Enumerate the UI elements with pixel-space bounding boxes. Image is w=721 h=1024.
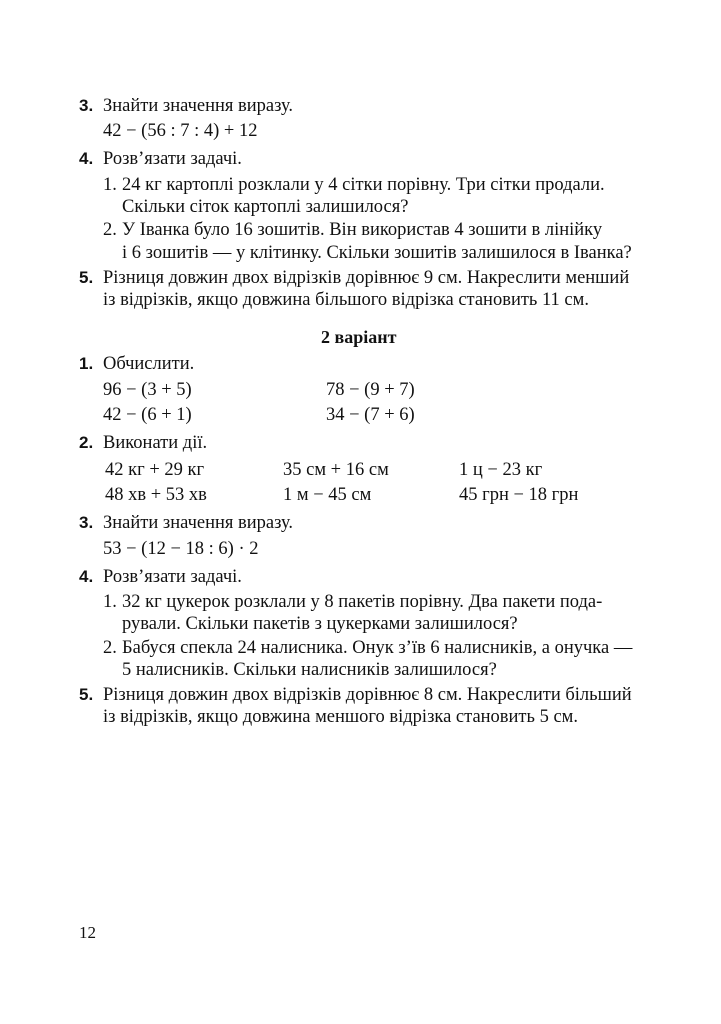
task-number: 2. bbox=[79, 433, 94, 452]
math-expression: 1 ц − 23 кг bbox=[459, 460, 543, 480]
problem-text: 24 кг картоплі розклали у 4 сітки порівну. Три сітки продали. bbox=[122, 175, 605, 195]
problem-text: У Іванка було 16 зошитів. Він використав 4 зошити в лінійку bbox=[122, 220, 603, 240]
task-number: 5. bbox=[79, 268, 94, 287]
page-number: 12 bbox=[79, 923, 96, 942]
problem-text: і 6 зошитів — у клітинку. Скільки зошитів залишилося в Іванка? bbox=[122, 243, 632, 263]
task-number: 1. bbox=[79, 354, 94, 373]
math-expression: 53 − (12 − 18 : 6) · 2 bbox=[103, 539, 259, 559]
task-title: Обчислити. bbox=[103, 354, 195, 374]
task-number: 3. bbox=[79, 96, 94, 115]
variant-heading: 2 варіант bbox=[321, 327, 397, 347]
math-expression: 96 − (3 + 5) bbox=[103, 380, 192, 400]
math-expression: 78 − (9 + 7) bbox=[326, 380, 415, 400]
problem-number: 1. bbox=[103, 592, 117, 612]
task-text: Різниця довжин двох відрізків дорівнює 9 см. Накреслити менший bbox=[103, 268, 630, 288]
task-text: Різниця довжин двох відрізків дорівнює 8 см. Накреслити більший bbox=[103, 685, 632, 705]
problem-number: 1. bbox=[103, 175, 117, 195]
task-title: Розв’язати задачі. bbox=[103, 567, 242, 587]
math-expression: 45 грн − 18 грн bbox=[459, 485, 579, 505]
task-number: 5. bbox=[79, 685, 94, 704]
task-number: 4. bbox=[79, 149, 94, 168]
math-expression: 34 − (7 + 6) bbox=[326, 405, 415, 425]
task-number: 3. bbox=[79, 513, 94, 532]
task-number: 4. bbox=[79, 567, 94, 586]
task-title: Знайти значення виразу. bbox=[103, 96, 294, 116]
problem-text: Бабуся спекла 24 налисника. Онук з’їв 6 налисників, а онучка — bbox=[122, 638, 633, 658]
task-text: із відрізків, якщо довжина меншого відрізка становить 5 см. bbox=[103, 707, 579, 727]
math-expression: 42 − (56 : 7 : 4) + 12 bbox=[103, 121, 258, 141]
task-title: Виконати дії. bbox=[103, 433, 208, 453]
problem-text: Скільки сіток картоплі залишилося? bbox=[122, 197, 409, 217]
problem-text: 32 кг цукерок розклали у 8 пакетів порівну. Два пакети пода- bbox=[122, 592, 603, 612]
math-expression: 35 см + 16 см bbox=[283, 460, 389, 480]
math-expression: 42 кг + 29 кг bbox=[105, 460, 205, 480]
task-title: Розв’язати задачі. bbox=[103, 149, 242, 169]
problem-text: 5 налисників. Скільки налисників залишилося? bbox=[122, 660, 497, 680]
problem-number: 2. bbox=[103, 220, 117, 240]
math-expression: 1 м − 45 см bbox=[283, 485, 372, 505]
task-title: Знайти значення виразу. bbox=[103, 513, 294, 533]
math-expression: 48 хв + 53 хв bbox=[105, 485, 207, 505]
task-text: із відрізків, якщо довжина більшого відрізка становить 11 см. bbox=[103, 290, 589, 310]
problem-text: рували. Скільки пакетів з цукерками залишилося? bbox=[122, 614, 518, 634]
problem-number: 2. bbox=[103, 638, 117, 658]
math-expression: 42 − (6 + 1) bbox=[103, 405, 192, 425]
